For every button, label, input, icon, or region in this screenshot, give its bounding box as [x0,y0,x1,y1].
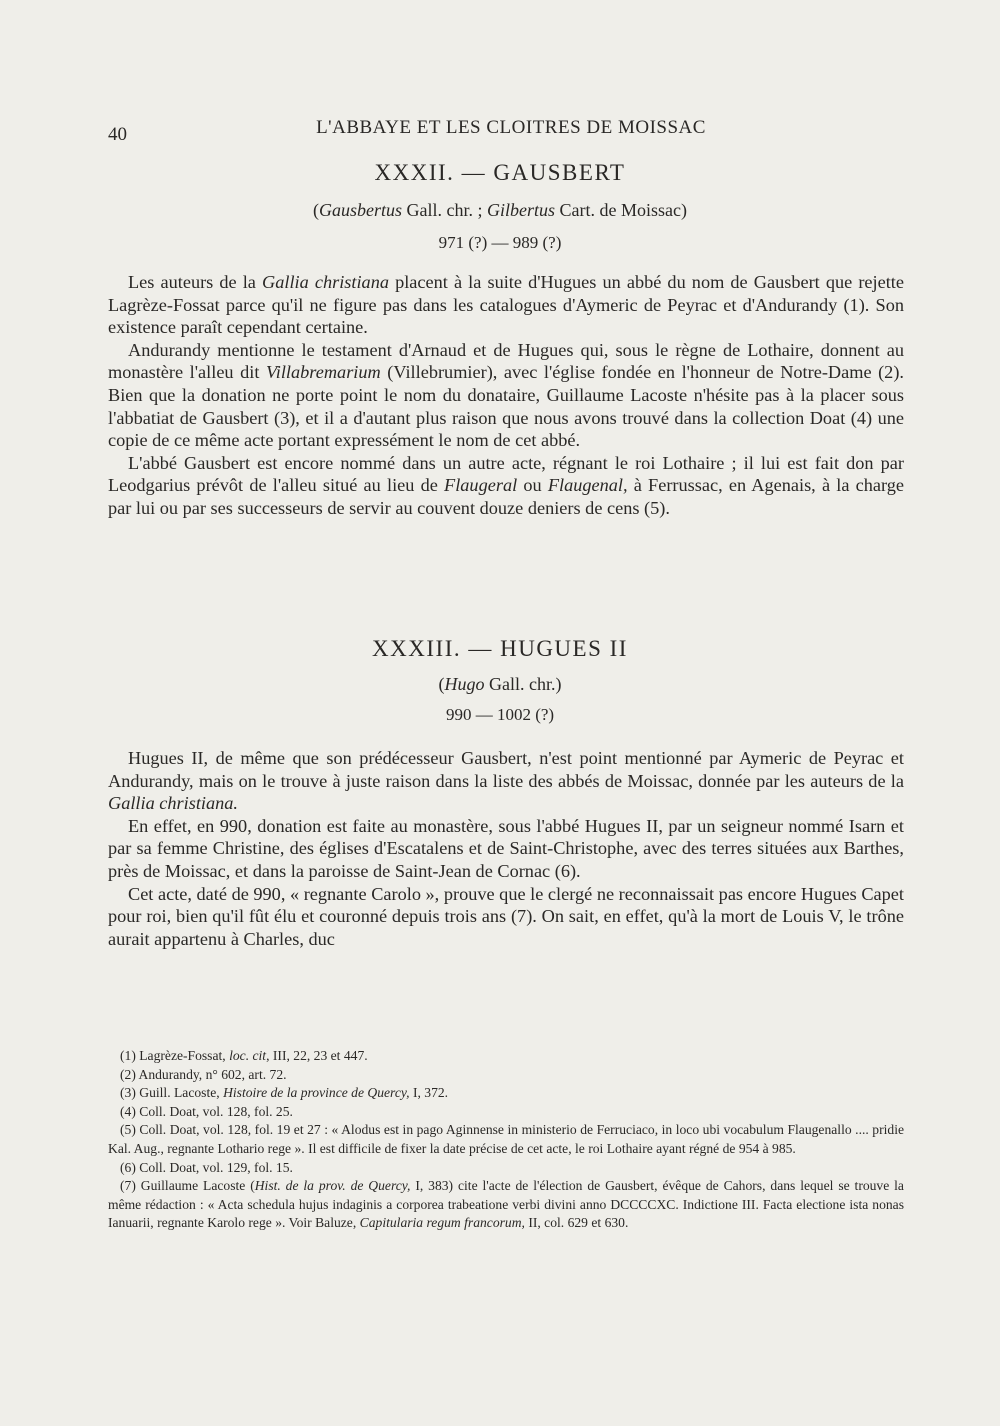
text-italic: Hist. de la prov. de Quercy, [254,1178,411,1194]
paragraph [108,339,904,452]
text: à Ferrussac, en Agenais, à la charge par lui ou par ses successeurs de servir au couvent douze deniers de cens (5). [108,475,905,518]
text: ou [517,475,548,496]
subtitle-part: Gall. chr. ; [402,200,487,220]
text-italic: Flaugeral [444,475,518,496]
section-body-gausbert [108,271,904,520]
text: Andurandy mentionne le testament d'Arnaud et de Hugues qui, sous le règne de Lothaire, donnent au monastère l'alleu dit [108,339,904,383]
section-subtitle-hugues-ii [0,674,1000,695]
text: I, 372. [409,1085,449,1101]
footnotes [108,1047,904,1233]
section-dates-hugues-ii: 990 — 1002 (?) [445,705,555,724]
text-italic: Gallia christiana. [108,793,239,814]
subtitle-italic: Gilbertus [487,200,556,220]
text-italic: Histoire de la province de Quercy, [223,1085,410,1101]
footnote-4: (4) Coll. Doat, vol. 128, fol. 25. [120,1103,293,1119]
text: (1) Lagrèze-Fossat, [120,1048,230,1063]
page-number: 40 [108,124,127,145]
subtitle-italic: Hugo [444,674,485,694]
subtitle-part: ( [313,200,319,220]
paragraph: En effet, en 990, donation est faite au monastère, sous l'abbé Hugues II, par un seigneur nommé Isarn et par sa femme Christine, des églises d'Escatalens et de Saint-Christophe, avec des terres situées aux Barthes, près de Moissac, et dans la paroisse de Saint-Jean de Cornac (6). [108,815,904,881]
paragraph [108,452,904,520]
text: (Villebrumier), avec l'église fondée en l'honneur de Notre-Dame (2). Bien que la donation ne porte point le nom du donataire, Guillaume Lacoste n'hésite pas à la placer sous l'abbatiat de Gausbert (3), et il a d'autant plus raison que nous avons trouvé dans la collection Doat (4) une copie de ce même acte portant expressément le nom de cet abbé. [108,362,904,451]
subtitle-italic: Gausbertus [319,200,403,220]
text: L'abbé Gausbert est encore nommé dans un autre acte, régnant le roi Lothaire ; il lui est fait don par Leodgarius prévôt de l'alleu situé au lieu de [108,452,904,496]
subtitle-part: Cart. de Moissac) [555,200,687,220]
footnote-5: (5) Coll. Doat, vol. 128, fol. 19 et 27 : « Alodus est in pago Aginnense in ministerio de Ferruciaco, in loco ubi vocabulum Flaugenallo .... pridie Kal. Aug., regnante Lothario rege ». Il est difficile de fixer la date précise de cet acte, le roi Lothaire ayant régné de 954 à 985. [108,1122,904,1156]
footnote-2: (2) Andurandy, n° 602, art. 72. [120,1066,287,1082]
footnote-3 [108,1084,904,1103]
subtitle-part: ( [438,674,445,694]
footnote-7 [108,1177,904,1233]
text: placent à la suite d'Hugues un abbé du nom de Gausbert que rejette Lagrèze-Fossat parce qu'il ne figure pas dans les catalogues d'Aymeric de Peyrac et d'Andurandy (1). Son existence paraît cependant certaine. [108,272,905,338]
section-title-gausbert: XXXII. — GAUSBERT [374,160,626,185]
text-italic: Flaugenal, [547,475,628,496]
text: , III, 22, 23 et 447. [266,1048,368,1063]
text: (7) Guillaume Lacoste ( [120,1178,255,1194]
section-subtitle-gausbert [0,200,1000,221]
paragraph: Cet acte, daté de 990, « regnante Carolo », prouve que le clergé ne reconnaissait pas encore Hugues Capet pour roi, bien qu'il fût élu et couronné depuis trois ans (7). On sait, en effet, qu'à la mort de Louis V, le trône aurait appartenu à Charles, duc [108,883,904,949]
text-italic: Villabremarium [265,362,381,383]
subtitle-part: Gall. chr.) [484,674,562,694]
text: (3) Guill. Lacoste, [120,1085,224,1101]
text-italic: Gallia christiana [262,272,389,292]
paragraph [108,747,904,815]
text-italic: Capitularia regum francorum, [359,1215,525,1231]
running-title: L'ABBAYE ET LES CLOITRES DE MOISSAC [316,117,706,138]
footnote-1 [108,1047,904,1066]
text: Les auteurs de la [128,272,263,292]
section-title-hugues-ii: XXXIII. — HUGUES II [372,636,628,661]
section-body-hugues-ii [108,747,904,950]
text: I, 383) cite l'acte de l'élection de Gausbert, évêque de Cahors, dans lequel se trouve la même rédaction : « Acta schedula hujus indaginis a corporea trabeatione verbi divini anno DCCCCXC. Indictione III. Facta electione ista nonas Ianuarii, regnante Karolo rege ». Voir Baluze, [108,1178,904,1231]
paragraph [108,271,904,339]
footnote-6: (6) Coll. Doat, vol. 129, fol. 15. [120,1159,293,1175]
text-italic: loc. cit [229,1048,267,1063]
text: Hugues II, de même que son prédécesseur Gausbert, n'est point mentionné par Aymeric de Peyrac et Andurandy, mais on le trouve à juste raison dans la liste des abbés de Moissac, donnée par les auteurs de la [108,748,904,791]
text: II, col. 629 et 630. [524,1215,629,1231]
section-dates-gausbert: 971 (?) — 989 (?) [438,233,562,252]
